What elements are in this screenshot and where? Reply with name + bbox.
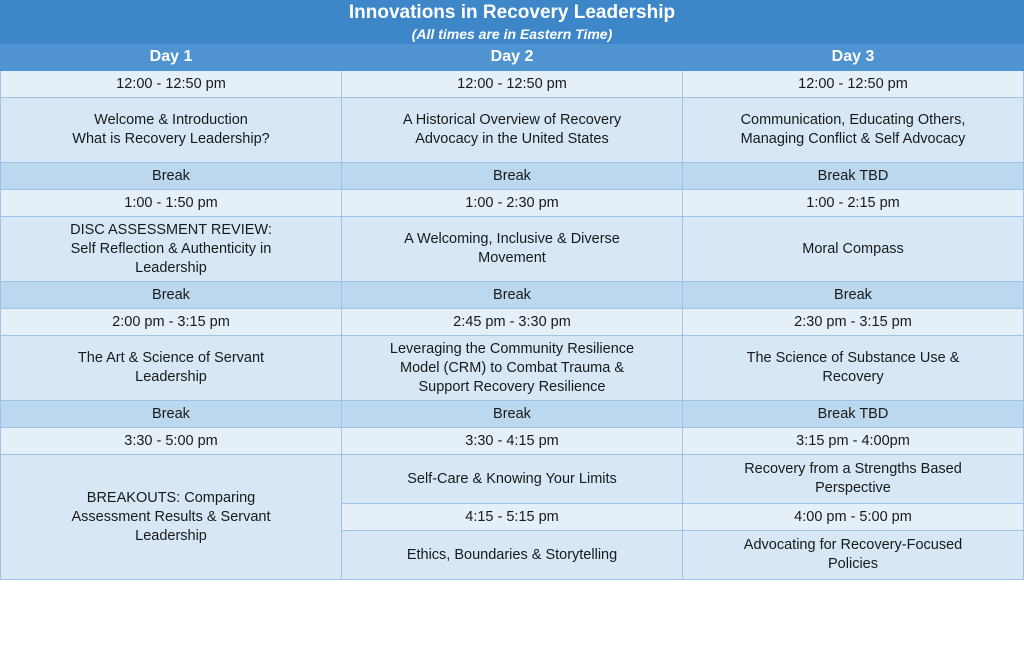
table-row: [1, 190, 1024, 217]
cell-day2-time-1: 12:00 - 12:50 pm: [342, 71, 683, 98]
cell-day1-time-2: 1:00 - 1:50 pm: [1, 190, 342, 217]
column-header-day-3: Day 3: [683, 44, 1024, 71]
cell-day2-break-1: Break: [342, 163, 683, 190]
cell-day2-time-2: 1:00 - 2:30 pm: [342, 190, 683, 217]
page-title: Innovations in Recovery Leadership: [348, 2, 676, 23]
cell-day2-session-2: A Welcoming, Inclusive & Diverse Movement: [342, 217, 683, 282]
cell-day2-break-2: Break: [342, 282, 683, 309]
table-row: [1, 455, 1024, 504]
table-row: [1, 71, 1024, 98]
table-row: [1, 428, 1024, 455]
cell-day3-time-3: 2:30 pm - 3:15 pm: [683, 309, 1024, 336]
cell-day3-time-5: 4:00 pm - 5:00 pm: [683, 504, 1024, 531]
table-row: [1, 98, 1024, 163]
cell-day2-time-4: 3:30 - 4:15 pm: [342, 428, 683, 455]
cell-day3-time-4: 3:15 pm - 4:00pm: [683, 428, 1024, 455]
table-row: [1, 282, 1024, 309]
table-row: [1, 309, 1024, 336]
table-row: [1, 217, 1024, 282]
cell-day3-break-2: Break: [683, 282, 1024, 309]
table-row: [1, 163, 1024, 190]
column-header-day-2: Day 2: [342, 44, 683, 71]
cell-day2-break-3: Break: [342, 401, 683, 428]
cell-day1-session-3: The Art & Science of Servant Leadership: [1, 336, 342, 401]
cell-day1-time-4: 3:30 - 5:00 pm: [1, 428, 342, 455]
cell-day3-break-1: Break TBD: [683, 163, 1024, 190]
cell-day1-session-1: Welcome & Introduction What is Recovery Leadership?: [1, 98, 342, 163]
cell-day2-session-3: Leveraging the Community Resilience Model (CRM) to Combat Trauma & Support Recovery Resilience: [342, 336, 683, 401]
schedule-body: [1, 1, 1024, 580]
cell-day3-break-3: Break TBD: [683, 401, 1024, 428]
cell-day1-session-2: DISC ASSESSMENT REVIEW: Self Reflection & Authenticity in Leadership: [1, 217, 342, 282]
cell-day1-break-2: Break: [1, 282, 342, 309]
table-row: [1, 336, 1024, 401]
cell-day3-session-4: Recovery from a Strengths Based Perspective: [683, 455, 1024, 504]
cell-day1-session-4: BREAKOUTS: Comparing Assessment Results & Servant Leadership: [1, 455, 342, 580]
cell-day3-time-1: 12:00 - 12:50 pm: [683, 71, 1024, 98]
cell-day3-session-3: The Science of Substance Use & Recovery: [683, 336, 1024, 401]
table-row: [1, 401, 1024, 428]
cell-day1-break-1: Break: [1, 163, 342, 190]
page-subtitle: (All times are in Eastern Time): [411, 26, 613, 42]
cell-day1-time-3: 2:00 pm - 3:15 pm: [1, 309, 342, 336]
cell-day3-session-5: Advocating for Recovery-Focused Policies: [683, 531, 1024, 580]
cell-day1-time-1: 12:00 - 12:50 pm: [1, 71, 342, 98]
cell-day2-session-5: Ethics, Boundaries & Storytelling: [342, 531, 683, 580]
day-header-row: [1, 44, 1024, 71]
schedule-title-cell: [1, 1, 1024, 44]
cell-day2-time-3: 2:45 pm - 3:30 pm: [342, 309, 683, 336]
cell-day2-session-1: A Historical Overview of Recovery Advocacy in the United States: [342, 98, 683, 163]
cell-day3-session-1: Communication, Educating Others, Managing Conflict & Self Advocacy: [683, 98, 1024, 163]
cell-day3-session-2: Moral Compass: [683, 217, 1024, 282]
cell-day3-time-2: 1:00 - 2:15 pm: [683, 190, 1024, 217]
column-header-day-1: Day 1: [1, 44, 342, 71]
cell-day2-time-5: 4:15 - 5:15 pm: [342, 504, 683, 531]
cell-day2-session-4: Self-Care & Knowing Your Limits: [342, 455, 683, 504]
title-row: [1, 1, 1024, 44]
cell-day1-break-3: Break: [1, 401, 342, 428]
